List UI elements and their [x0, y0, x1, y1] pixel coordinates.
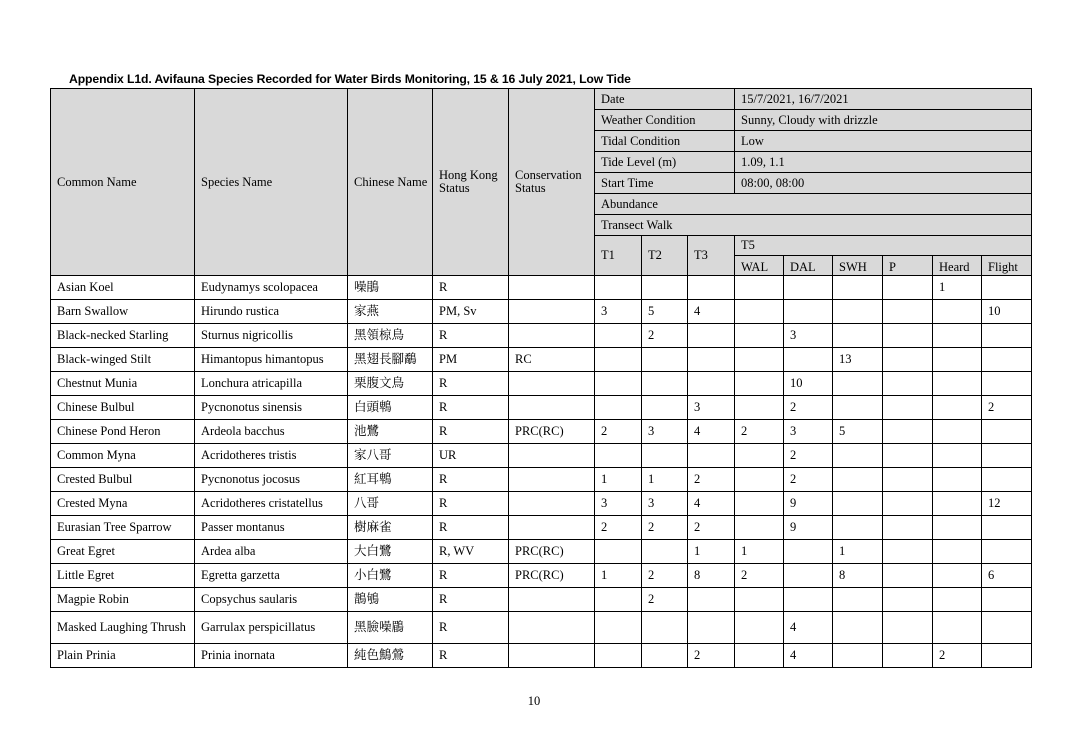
transect-walk-header: Transect Walk: [595, 215, 1032, 236]
table-caption: Appendix L1d. Avifauna Species Recorded for Water Birds Monitoring, 15 & 16 July 2021, Low Tide: [69, 72, 631, 86]
conservation-status-cell: PRC(RC): [509, 540, 595, 564]
col-header-swh: SWH: [833, 256, 883, 276]
t3-count-cell: 2: [688, 468, 735, 492]
dal-count-cell: 3: [784, 420, 833, 444]
header-hk-status: Hong Kong Status: [433, 89, 509, 276]
species-name-cell: Acridotheres tristis: [195, 444, 348, 468]
flight-count-cell: [982, 372, 1032, 396]
flight-count-cell: [982, 468, 1032, 492]
common-name-cell: Little Egret: [51, 564, 195, 588]
p-count-cell: [883, 644, 933, 668]
heard-count-cell: 2: [933, 644, 982, 668]
flight-count-cell: 10: [982, 300, 1032, 324]
species-name-cell: Egretta garzetta: [195, 564, 348, 588]
species-name-cell: Ardeola bacchus: [195, 420, 348, 444]
hk-status-cell: R: [433, 372, 509, 396]
hk-status-cell: R: [433, 516, 509, 540]
t1-count-cell: [595, 588, 642, 612]
hk-status-cell: R: [433, 420, 509, 444]
t1-count-cell: [595, 612, 642, 644]
species-name-cell: Sturnus nigricollis: [195, 324, 348, 348]
heard-count-cell: 1: [933, 276, 982, 300]
table-row: [51, 420, 1032, 444]
heard-count-cell: [933, 612, 982, 644]
dal-count-cell: [784, 300, 833, 324]
common-name-cell: Crested Bulbul: [51, 468, 195, 492]
chinese-name-cell: 池鷺: [348, 420, 433, 444]
chinese-name-cell: 黑臉噪鶥: [348, 612, 433, 644]
conservation-status-cell: PRC(RC): [509, 420, 595, 444]
conservation-status-cell: [509, 324, 595, 348]
p-count-cell: [883, 492, 933, 516]
swh-count-cell: [833, 372, 883, 396]
col-header-wal: WAL: [735, 256, 784, 276]
dal-count-cell: [784, 564, 833, 588]
flight-count-cell: [982, 324, 1032, 348]
table-row: [51, 564, 1032, 588]
dal-count-cell: 10: [784, 372, 833, 396]
chinese-name-cell: 噪鵑: [348, 276, 433, 300]
chinese-name-cell: 黑領椋鳥: [348, 324, 433, 348]
common-name-cell: Asian Koel: [51, 276, 195, 300]
flight-count-cell: [982, 612, 1032, 644]
conservation-status-cell: [509, 396, 595, 420]
meta-label: Tide Level (m): [595, 152, 735, 173]
species-name-cell: Eudynamys scolopacea: [195, 276, 348, 300]
conservation-status-cell: RC: [509, 348, 595, 372]
p-count-cell: [883, 516, 933, 540]
t3-count-cell: 2: [688, 644, 735, 668]
t2-count-cell: [642, 444, 688, 468]
species-name-cell: Garrulax perspicillatus: [195, 612, 348, 644]
chinese-name-cell: 大白鷺: [348, 540, 433, 564]
chinese-name-cell: 黑翅長腳鷸: [348, 348, 433, 372]
wal-count-cell: [735, 516, 784, 540]
hk-status-cell: R: [433, 612, 509, 644]
table-row: [51, 516, 1032, 540]
t2-count-cell: 5: [642, 300, 688, 324]
swh-count-cell: [833, 396, 883, 420]
swh-count-cell: 1: [833, 540, 883, 564]
swh-count-cell: [833, 276, 883, 300]
flight-count-cell: [982, 420, 1032, 444]
flight-count-cell: [982, 348, 1032, 372]
species-name-cell: Pycnonotus sinensis: [195, 396, 348, 420]
species-name-cell: Passer montanus: [195, 516, 348, 540]
flight-count-cell: [982, 276, 1032, 300]
flight-count-cell: 12: [982, 492, 1032, 516]
col-header-p: P: [883, 256, 933, 276]
t3-count-cell: [688, 612, 735, 644]
common-name-cell: Great Egret: [51, 540, 195, 564]
swh-count-cell: [833, 444, 883, 468]
hk-status-cell: PM: [433, 348, 509, 372]
col-header-flight: Flight: [982, 256, 1032, 276]
wal-count-cell: 2: [735, 564, 784, 588]
t2-count-cell: 3: [642, 492, 688, 516]
header-species-name: Species Name: [195, 89, 348, 276]
chinese-name-cell: 八哥: [348, 492, 433, 516]
swh-count-cell: 8: [833, 564, 883, 588]
meta-value: Low: [735, 131, 1032, 152]
conservation-status-cell: [509, 300, 595, 324]
species-name-cell: Prinia inornata: [195, 644, 348, 668]
species-name-cell: Ardea alba: [195, 540, 348, 564]
table-row: [51, 540, 1032, 564]
chinese-name-cell: 鵲鴝: [348, 588, 433, 612]
table-row: [51, 396, 1032, 420]
common-name-cell: Magpie Robin: [51, 588, 195, 612]
dal-count-cell: 9: [784, 492, 833, 516]
hk-status-cell: R: [433, 644, 509, 668]
species-name-cell: Hirundo rustica: [195, 300, 348, 324]
t3-count-cell: 4: [688, 492, 735, 516]
t1-count-cell: [595, 372, 642, 396]
t2-count-cell: [642, 540, 688, 564]
common-name-cell: Crested Myna: [51, 492, 195, 516]
heard-count-cell: [933, 420, 982, 444]
t5-header: T5: [735, 236, 1032, 256]
conservation-status-cell: [509, 276, 595, 300]
t1-count-cell: 3: [595, 300, 642, 324]
wal-count-cell: [735, 324, 784, 348]
t2-count-cell: 2: [642, 516, 688, 540]
dal-count-cell: 4: [784, 644, 833, 668]
dal-count-cell: 2: [784, 444, 833, 468]
heard-count-cell: [933, 564, 982, 588]
heard-count-cell: [933, 348, 982, 372]
swh-count-cell: [833, 588, 883, 612]
t1-count-cell: 2: [595, 420, 642, 444]
t1-count-cell: [595, 324, 642, 348]
p-count-cell: [883, 300, 933, 324]
table-row: [51, 372, 1032, 396]
species-name-cell: Himantopus himantopus: [195, 348, 348, 372]
t3-count-cell: 2: [688, 516, 735, 540]
hk-status-cell: R: [433, 276, 509, 300]
heard-count-cell: [933, 588, 982, 612]
wal-count-cell: [735, 644, 784, 668]
p-count-cell: [883, 348, 933, 372]
wal-count-cell: [735, 300, 784, 324]
common-name-cell: Barn Swallow: [51, 300, 195, 324]
hk-status-cell: R: [433, 588, 509, 612]
col-header-t1: T1: [595, 236, 642, 276]
flight-count-cell: [982, 644, 1032, 668]
wal-count-cell: 2: [735, 420, 784, 444]
hk-status-cell: R: [433, 492, 509, 516]
chinese-name-cell: 純色鷦鶯: [348, 644, 433, 668]
table-row: [51, 300, 1032, 324]
t2-count-cell: [642, 644, 688, 668]
species-name-cell: Lonchura atricapilla: [195, 372, 348, 396]
wal-count-cell: [735, 612, 784, 644]
dal-count-cell: 2: [784, 396, 833, 420]
t3-count-cell: [688, 276, 735, 300]
swh-count-cell: [833, 468, 883, 492]
heard-count-cell: [933, 492, 982, 516]
meta-label: Start Time: [595, 173, 735, 194]
meta-label: Tidal Condition: [595, 131, 735, 152]
p-count-cell: [883, 372, 933, 396]
wal-count-cell: [735, 444, 784, 468]
meta-label: Weather Condition: [595, 110, 735, 131]
conservation-status-cell: [509, 612, 595, 644]
dal-count-cell: [784, 588, 833, 612]
swh-count-cell: [833, 516, 883, 540]
header-conservation-status: Conservation Status: [509, 89, 595, 276]
t3-count-cell: [688, 588, 735, 612]
table-row: [51, 612, 1032, 644]
common-name-cell: Chestnut Munia: [51, 372, 195, 396]
t3-count-cell: 4: [688, 420, 735, 444]
species-name-cell: Pycnonotus jocosus: [195, 468, 348, 492]
wal-count-cell: [735, 468, 784, 492]
flight-count-cell: [982, 588, 1032, 612]
chinese-name-cell: 樹麻雀: [348, 516, 433, 540]
wal-count-cell: [735, 372, 784, 396]
wal-count-cell: [735, 348, 784, 372]
meta-label: Date: [595, 89, 735, 110]
meta-value: Sunny, Cloudy with drizzle: [735, 110, 1032, 131]
swh-count-cell: [833, 612, 883, 644]
heard-count-cell: [933, 444, 982, 468]
t2-count-cell: [642, 348, 688, 372]
p-count-cell: [883, 276, 933, 300]
t1-count-cell: [595, 348, 642, 372]
common-name-cell: Masked Laughing Thrush: [51, 612, 195, 644]
hk-status-cell: R, WV: [433, 540, 509, 564]
t2-count-cell: 1: [642, 468, 688, 492]
heard-count-cell: [933, 324, 982, 348]
flight-count-cell: [982, 516, 1032, 540]
heard-count-cell: [933, 540, 982, 564]
conservation-status-cell: [509, 644, 595, 668]
swh-count-cell: [833, 644, 883, 668]
header-chinese-name: Chinese Name: [348, 89, 433, 276]
conservation-status-cell: [509, 516, 595, 540]
p-count-cell: [883, 396, 933, 420]
heard-count-cell: [933, 372, 982, 396]
swh-count-cell: [833, 492, 883, 516]
p-count-cell: [883, 612, 933, 644]
hk-status-cell: PM, Sv: [433, 300, 509, 324]
chinese-name-cell: 紅耳鵯: [348, 468, 433, 492]
p-count-cell: [883, 444, 933, 468]
conservation-status-cell: [509, 468, 595, 492]
table-row: [51, 492, 1032, 516]
t1-count-cell: 2: [595, 516, 642, 540]
conservation-status-cell: [509, 372, 595, 396]
t1-count-cell: 1: [595, 564, 642, 588]
chinese-name-cell: 家燕: [348, 300, 433, 324]
swh-count-cell: [833, 324, 883, 348]
table-row: [51, 444, 1032, 468]
t3-count-cell: [688, 348, 735, 372]
common-name-cell: Common Myna: [51, 444, 195, 468]
t3-count-cell: [688, 372, 735, 396]
chinese-name-cell: 家八哥: [348, 444, 433, 468]
table-row: [51, 276, 1032, 300]
dal-count-cell: [784, 276, 833, 300]
flight-count-cell: 6: [982, 564, 1032, 588]
p-count-cell: [883, 540, 933, 564]
p-count-cell: [883, 324, 933, 348]
t1-count-cell: [595, 540, 642, 564]
swh-count-cell: 13: [833, 348, 883, 372]
t2-count-cell: [642, 276, 688, 300]
chinese-name-cell: 白頭鵯: [348, 396, 433, 420]
flight-count-cell: [982, 540, 1032, 564]
header-common-name: Common Name: [51, 89, 195, 276]
wal-count-cell: [735, 276, 784, 300]
common-name-cell: Black-winged Stilt: [51, 348, 195, 372]
page-number: 10: [527, 694, 541, 708]
chinese-name-cell: 小白鷺: [348, 564, 433, 588]
heard-count-cell: [933, 396, 982, 420]
hk-status-cell: R: [433, 396, 509, 420]
t1-count-cell: [595, 644, 642, 668]
table-row: [51, 644, 1032, 668]
swh-count-cell: 5: [833, 420, 883, 444]
chinese-name-cell: 栗腹文鳥: [348, 372, 433, 396]
t3-count-cell: [688, 444, 735, 468]
conservation-status-cell: PRC(RC): [509, 564, 595, 588]
t2-count-cell: 3: [642, 420, 688, 444]
common-name-cell: Chinese Pond Heron: [51, 420, 195, 444]
p-count-cell: [883, 420, 933, 444]
common-name-cell: Black-necked Starling: [51, 324, 195, 348]
p-count-cell: [883, 468, 933, 492]
t1-count-cell: 1: [595, 468, 642, 492]
hk-status-cell: R: [433, 468, 509, 492]
heard-count-cell: [933, 468, 982, 492]
t2-count-cell: 2: [642, 564, 688, 588]
species-name-cell: Copsychus saularis: [195, 588, 348, 612]
conservation-status-cell: [509, 492, 595, 516]
dal-count-cell: 2: [784, 468, 833, 492]
p-count-cell: [883, 564, 933, 588]
col-header-heard: Heard: [933, 256, 982, 276]
heard-count-cell: [933, 516, 982, 540]
conservation-status-cell: [509, 588, 595, 612]
t1-count-cell: [595, 396, 642, 420]
t3-count-cell: 3: [688, 396, 735, 420]
wal-count-cell: [735, 588, 784, 612]
avifauna-table: [50, 88, 1032, 668]
t1-count-cell: 3: [595, 492, 642, 516]
dal-count-cell: 3: [784, 324, 833, 348]
t3-count-cell: 1: [688, 540, 735, 564]
meta-value: 15/7/2021, 16/7/2021: [735, 89, 1032, 110]
flight-count-cell: 2: [982, 396, 1032, 420]
hk-status-cell: R: [433, 564, 509, 588]
common-name-cell: Plain Prinia: [51, 644, 195, 668]
flight-count-cell: [982, 444, 1032, 468]
table-row: [51, 348, 1032, 372]
hk-status-cell: R: [433, 324, 509, 348]
t2-count-cell: 2: [642, 588, 688, 612]
wal-count-cell: 1: [735, 540, 784, 564]
t2-count-cell: [642, 372, 688, 396]
t3-count-cell: 8: [688, 564, 735, 588]
col-header-t3: T3: [688, 236, 735, 276]
t3-count-cell: [688, 324, 735, 348]
t1-count-cell: [595, 276, 642, 300]
dal-count-cell: [784, 348, 833, 372]
t2-count-cell: [642, 396, 688, 420]
table-row: [51, 588, 1032, 612]
common-name-cell: Eurasian Tree Sparrow: [51, 516, 195, 540]
meta-value: 08:00, 08:00: [735, 173, 1032, 194]
common-name-cell: Chinese Bulbul: [51, 396, 195, 420]
abundance-header: Abundance: [595, 194, 1032, 215]
col-header-dal: DAL: [784, 256, 833, 276]
heard-count-cell: [933, 300, 982, 324]
t2-count-cell: 2: [642, 324, 688, 348]
hk-status-cell: UR: [433, 444, 509, 468]
dal-count-cell: 4: [784, 612, 833, 644]
p-count-cell: [883, 588, 933, 612]
wal-count-cell: [735, 396, 784, 420]
table-row: [51, 324, 1032, 348]
t3-count-cell: 4: [688, 300, 735, 324]
meta-value: 1.09, 1.1: [735, 152, 1032, 173]
t1-count-cell: [595, 444, 642, 468]
dal-count-cell: [784, 540, 833, 564]
swh-count-cell: [833, 300, 883, 324]
table-row: [51, 468, 1032, 492]
conservation-status-cell: [509, 444, 595, 468]
dal-count-cell: 9: [784, 516, 833, 540]
wal-count-cell: [735, 492, 784, 516]
t2-count-cell: [642, 612, 688, 644]
col-header-t2: T2: [642, 236, 688, 276]
species-name-cell: Acridotheres cristatellus: [195, 492, 348, 516]
